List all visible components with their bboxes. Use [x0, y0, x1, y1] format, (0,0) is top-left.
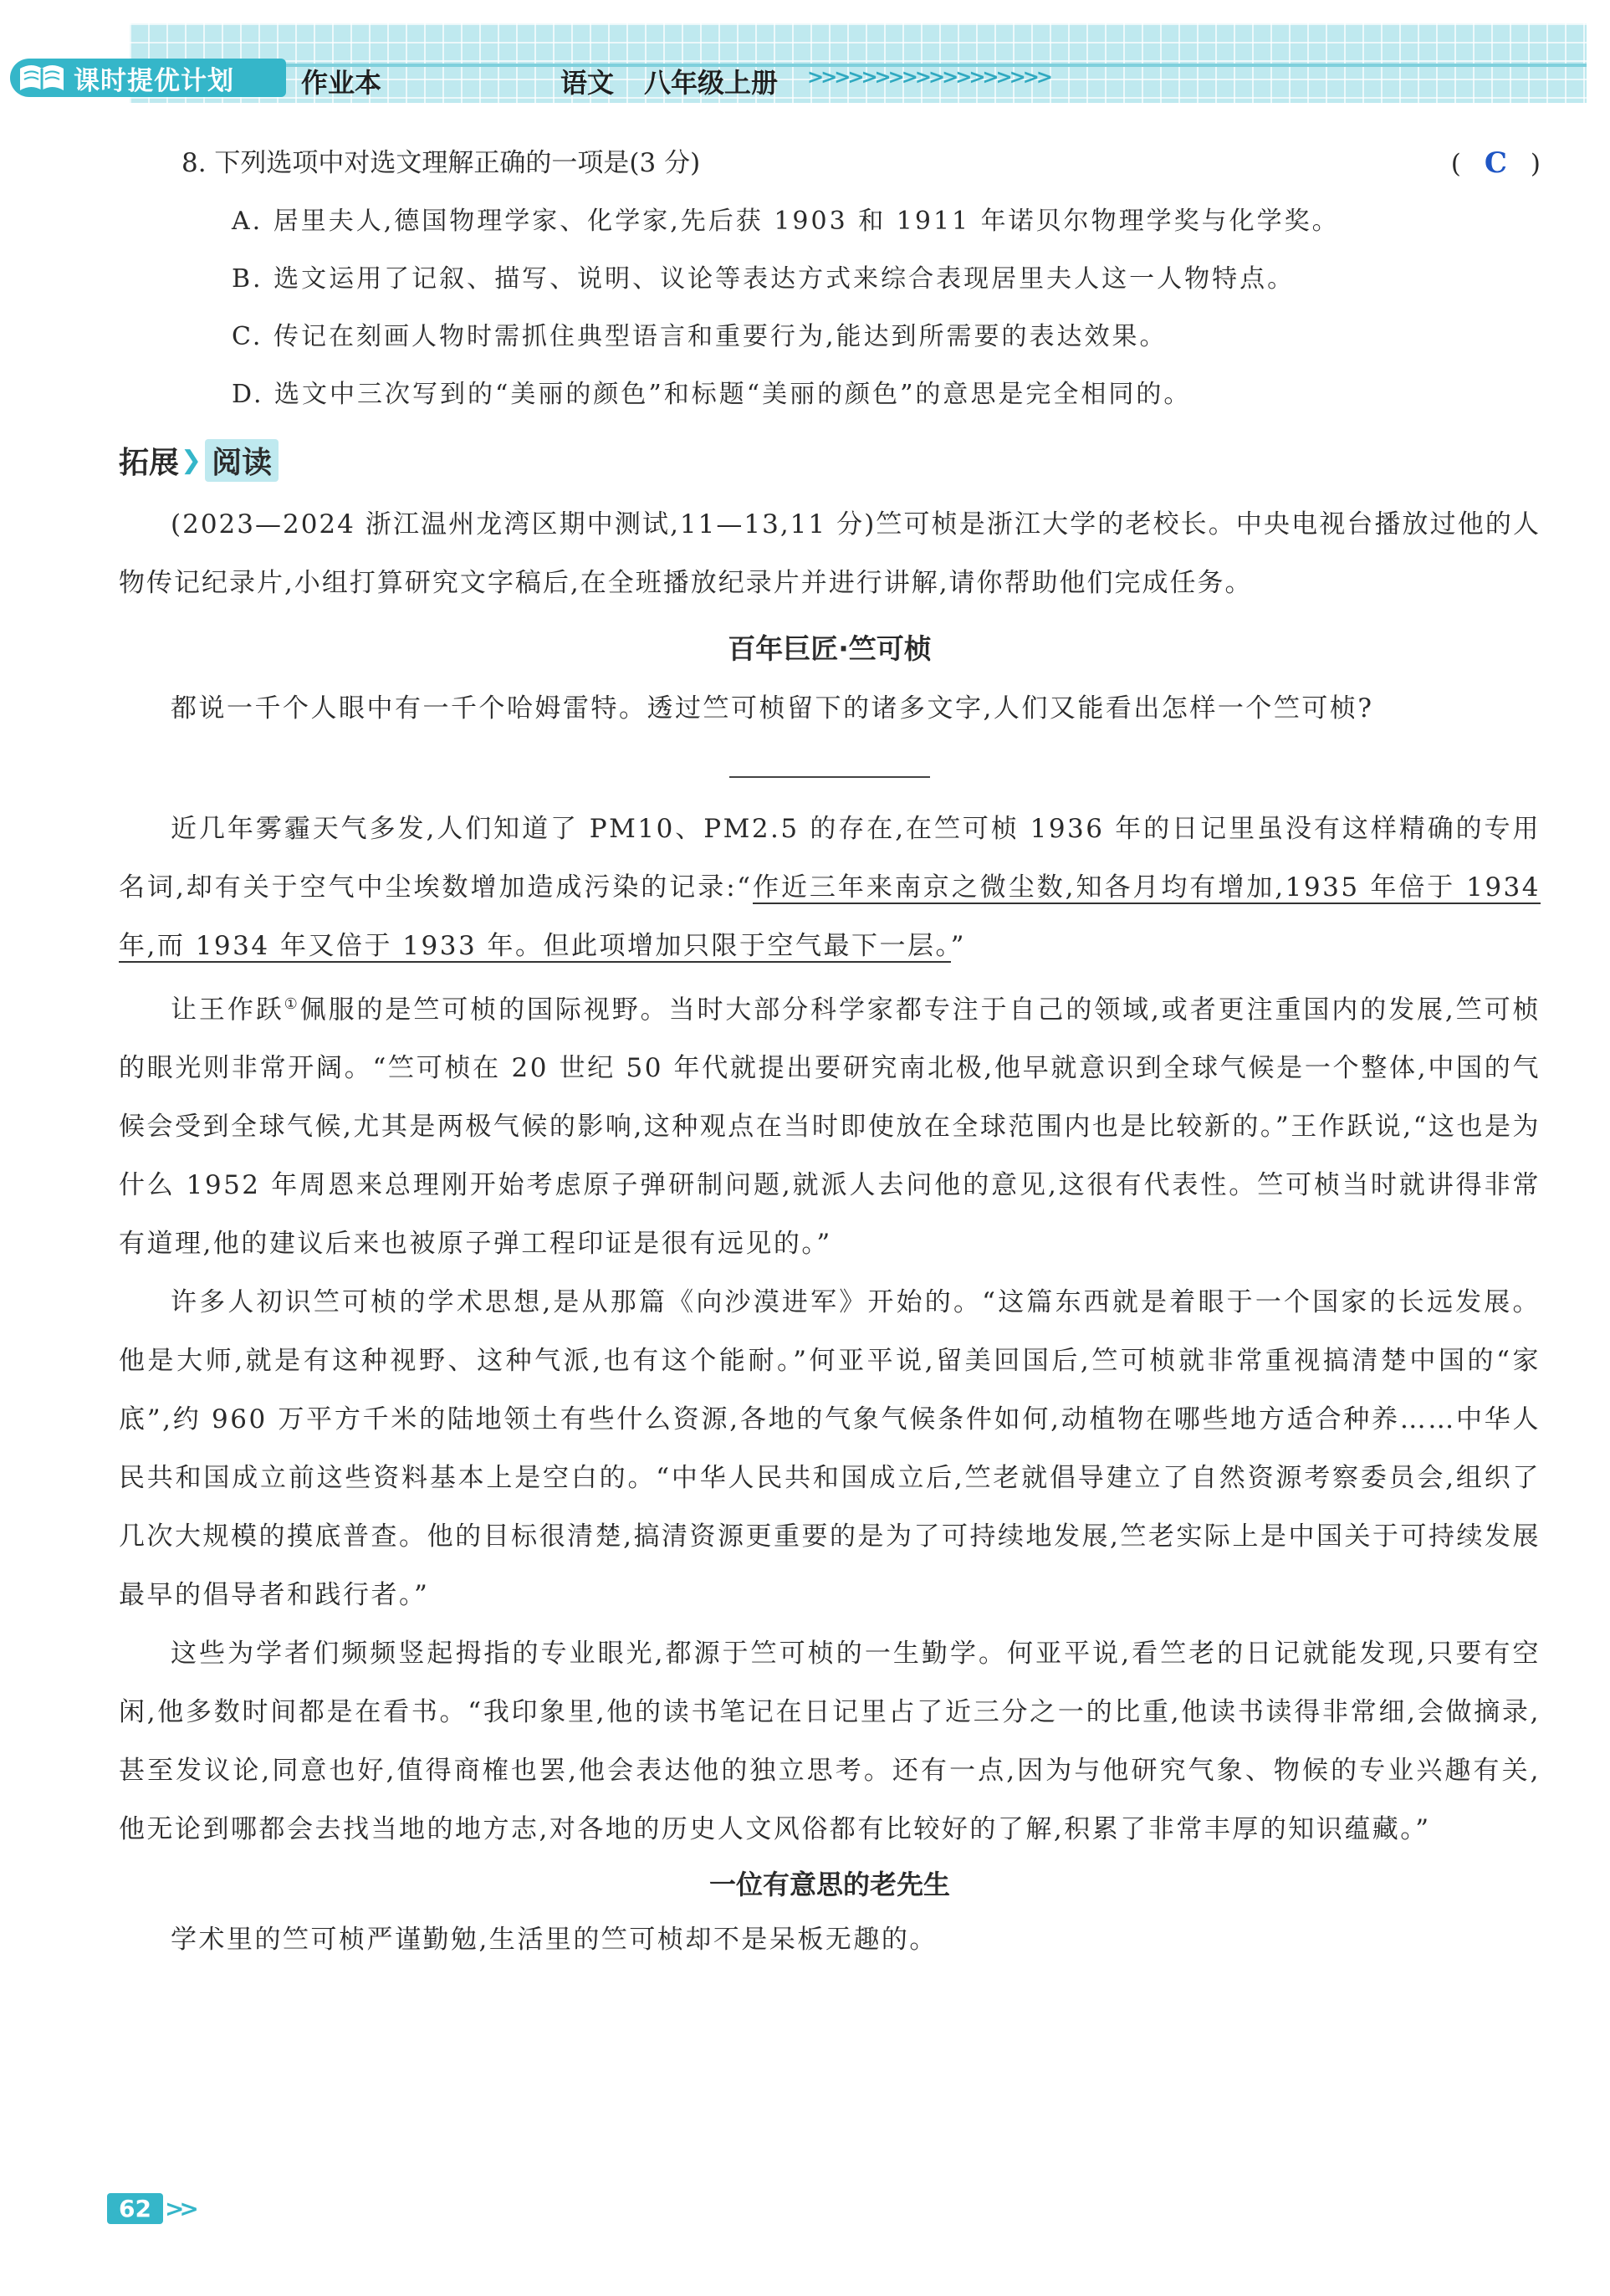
page-number: 62	[107, 2193, 163, 2224]
brand-badge	[10, 59, 286, 97]
book-type-label: 作业本	[301, 67, 382, 99]
section-heading-part1: 拓展	[119, 445, 180, 480]
page-content	[119, 134, 1541, 1969]
option-c: C. 传记在刻画人物时需抓住典型语言和重要行为,能达到所需要的表达效果。	[232, 322, 1168, 351]
brand-title: 课时提优计划	[74, 65, 234, 96]
option-d: D. 选文中三次写到的“美丽的颜色”和标题“美丽的颜色”的意思是完全相同的。	[232, 380, 1192, 409]
article-paragraph-3	[119, 975, 1541, 1273]
answer-close-paren: )	[1530, 149, 1541, 179]
article-paragraph-6: 学术里的竺可桢严谨勤勉,生活里的竺可桢却不是呆板无趣的。	[171, 1925, 938, 1956]
option-a: A. 居里夫人,德国物理学家、化学家,先后获 1903 和 1911 年诺贝尔物理学奖与化学奖。	[232, 207, 1340, 236]
answer-open-paren: (	[1450, 149, 1461, 179]
question-8-stem-row	[119, 134, 1541, 192]
page-footer	[107, 2191, 258, 2225]
subject-label: 语文	[560, 67, 615, 99]
fill-in-blank-line[interactable]	[729, 753, 930, 778]
page-chevrons: >>	[164, 2194, 194, 2222]
header-chevrons: >>>>>>>>>>>>>>>>>>	[807, 65, 1050, 89]
footnote-marker: ①	[284, 995, 300, 1013]
answer-letter: C	[1484, 146, 1507, 180]
underlined-quote: 作近三年来南京之微尘数,知各月均有增加,1935 年倍于 1934 年,而 1934 年又倍于 1933 年。但此项增加只限于空气最下一层。	[119, 872, 1541, 961]
section-heading	[119, 435, 1541, 485]
p3-lead-text: 让王作跃	[171, 995, 284, 1025]
article-paragraph-4: 许多人初识竺可桢的学术思想,是从那篇《向沙漠进军》开始的。“这篇东西就是着眼于一个国家的长远发展。他是大师,就是有这种视野、这种气派,也有这个能耐。”何亚平说,留美回国后,竺可桢就非常重视搞清楚中国的“家底”,约 960 万平方千米的陆地领土有些什么资源,各地的气象气候条件如何,动植物在哪些地方适合种养……中华人民共和国成立前这些资料基本上是空白的。“中华人民共和国成立后,竺老就倡导建立了自然资源考察委员会,组织了几次大规模的摸底普查。他的目标很清楚,搞清资源更重要的是为了可持续地发展,竺老实际上是中国关于可持续发展最早的倡导者和践行者。”	[119, 1287, 1541, 1611]
article-paragraph-5: 这些为学者们频频竖起拇指的专业眼光,都源于竺可桢的一生勤学。何亚平说,看竺老的日记就能发现,只要有空闲,他多数时间都是在看书。“我印象里,他的读书笔记在日记里占了近三分之一的比重,他读书读得非常细,会做摘录,甚至发议论,同意也好,值得商榷也罢,他会表达他的独立思考。还有一点,因为与他研究气象、物候的专业兴趣有关,他无论到哪都会去找当地的地方志,对各地的历史人文风俗都有比较好的了解,积累了非常丰厚的知识蕴藏。”	[119, 1639, 1541, 1845]
option-b: B. 选文运用了记叙、描写、说明、议论等表达方式来综合表现居里夫人这一人物特点。	[232, 264, 1296, 294]
question-8-stem: 8. 下列选项中对选文理解正确的一项是(3 分)	[181, 148, 701, 178]
grade-label: 八年级上册	[644, 67, 779, 99]
intro-paragraph: (2023—2024 浙江温州龙湾区期中测试,11—13,11 分)竺可桢是浙江大学的老校长。中央电视台播放过他的人物传记纪录片,小组打算研究文字稿后,在全班播放纪录片并进行讲解,请你帮助他们完成任务。	[119, 509, 1541, 598]
article-title: 百年巨匠·竺可桢	[728, 632, 932, 665]
article-paragraph-2	[119, 800, 1541, 975]
article-paragraph-1: 都说一千个人眼中有一千个哈姆雷特。透过竺可桢留下的诸多文字,人们又能看出怎样一个竺可桢?	[171, 693, 1374, 724]
section-heading-part2: 阅读	[205, 439, 279, 482]
open-book-icon	[15, 59, 69, 97]
answer-box	[1451, 134, 1541, 193]
article-subtitle: 一位有意思的老先生	[708, 1869, 950, 1901]
section-heading-ornament: ❯	[181, 445, 202, 475]
p3-body-text: 佩服的是竺可桢的国际视野。当时大部分科学家都专注于自己的领域,或者更注重国内的发展,竺可桢的眼光则非常开阔。“竺可桢在 20 世纪 50 年代就提出要研究南北极,他早就意识到全球气候是一个整体,中国的气候会受到全球气候,尤其是两极气候的影响,这种观点在当时即使放在全球范围内也是比较新的。”王作跃说,“这也是为什么 1952 年周恩来总理刚开始考虑原子弹研制问题,就派人去问他的意见,这很有代表性。竺可桢当时就讲得非常有道理,他的建议后来也被原子弹工程印证是很有远见的。”	[119, 995, 1541, 1260]
p2-closing-quote: ”	[950, 931, 966, 961]
p2-lead-text: 近几年雾霾天气多发,人们知道了 PM10、PM2.5 的存在,在竺可桢 1936 年的日记里虽没有这样精确的专用名词,却有关于空气中尘埃数增加造成污染的记录:“	[119, 814, 1541, 903]
